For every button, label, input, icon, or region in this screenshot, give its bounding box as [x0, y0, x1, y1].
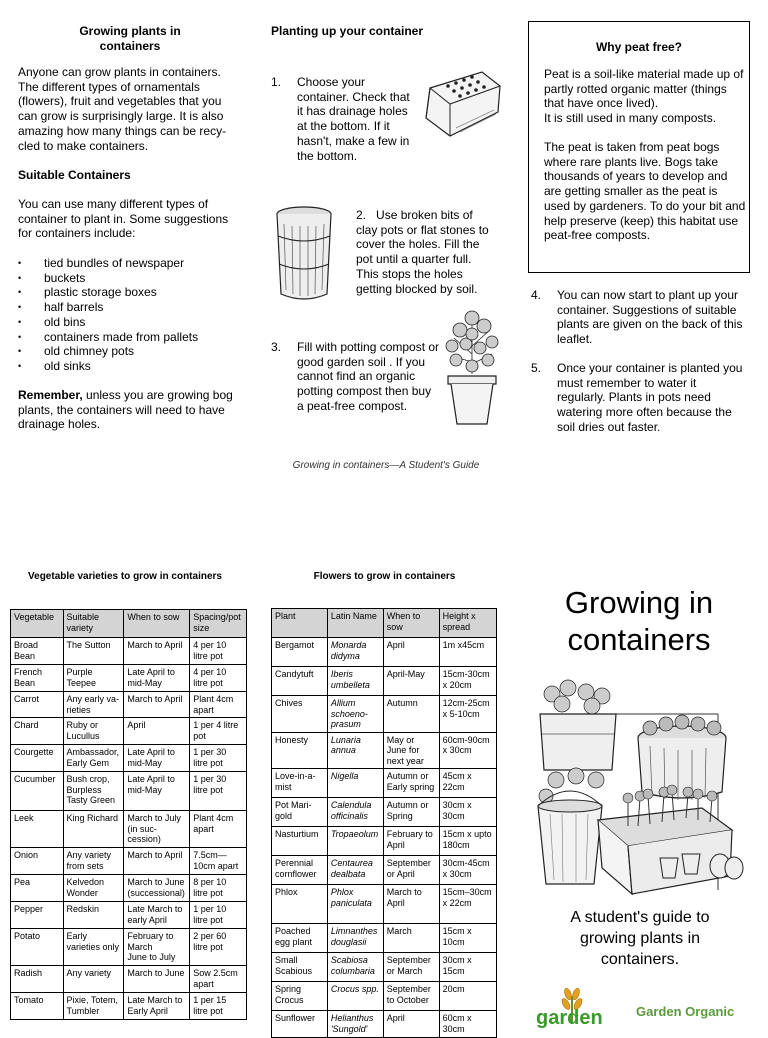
table-cell: March to April: [124, 848, 190, 875]
column-header: Vegetable: [11, 610, 64, 638]
table-row: [272, 885, 497, 924]
table-cell: April: [124, 718, 190, 745]
table-cell: Limnanthes douglasii: [327, 924, 383, 953]
table-cell: March: [383, 924, 439, 953]
table-row: [272, 856, 497, 885]
table-cell: Pea: [11, 875, 64, 902]
table-cell: Kelvedon Wonder: [63, 875, 124, 902]
table-row: [272, 827, 497, 856]
table-cell: Centaurea dealbata: [327, 856, 383, 885]
table-cell: February to March June to July: [124, 929, 190, 966]
remember-paragraph: [18, 388, 243, 432]
table-cell: 15cm-30cm x 20cm: [439, 667, 496, 696]
table-cell: Autumn or Early spring: [383, 769, 439, 798]
table-cell: Sunflower: [272, 1011, 328, 1038]
table-cell: Late April to mid-May: [124, 665, 190, 692]
step-4: [531, 288, 746, 347]
table-cell: 2 per 60 litre pot: [190, 929, 247, 966]
table-header-row: [272, 609, 497, 638]
list-item: • old chimney pots: [18, 344, 238, 359]
table-cell: 30cm-45cm x 30cm: [439, 856, 496, 885]
planting-heading: Planting up your container: [271, 24, 424, 38]
table-cell: Calendula officinalis: [327, 798, 383, 827]
list-item: • half barrels: [18, 300, 238, 315]
table-cell: French Bean: [11, 665, 64, 692]
table-cell: Ambassador, Early Gem: [63, 745, 124, 772]
table-cell: 15cm x 10cm: [439, 924, 496, 953]
table-cell: 4 per 10 litre pot: [190, 638, 247, 665]
table-cell: 1 per 4 litre pot: [190, 718, 247, 745]
table-cell: 15cm x upto 180cm: [439, 827, 496, 856]
suitable-paragraph: You can use many different types of container to plant in. Some suggestions for containers include:: [18, 197, 229, 241]
table-row: [11, 718, 247, 745]
table-cell: 20cm: [439, 982, 496, 1011]
step-number: 3.: [271, 340, 282, 354]
table-cell: March to April: [124, 638, 190, 665]
table-cell: 1 per 30 litre pot: [190, 745, 247, 772]
step-number: 5.: [531, 361, 542, 375]
table-cell: 1 per 15 litre pot: [190, 993, 247, 1020]
table-cell: 8 per 10 litre pot: [190, 875, 247, 902]
table-row: [11, 665, 247, 692]
table-row: [11, 848, 247, 875]
table-cell: Potato: [11, 929, 64, 966]
table-cell: Late March to Early April: [124, 993, 190, 1020]
table-cell: March to June: [124, 966, 190, 993]
table-cell: March to April: [383, 885, 439, 924]
container-box-illustration: [420, 66, 504, 144]
step-number: 4.: [531, 288, 542, 302]
table-row: [272, 732, 497, 769]
table-cell: Any early va-rieties: [63, 692, 124, 718]
table-cell: Any variety: [63, 966, 124, 993]
table-cell: Perennial cornflower: [272, 856, 328, 885]
table-row: [272, 769, 497, 798]
cover-title: Growing in containers: [564, 585, 714, 657]
table-cell: Monarda didyma: [327, 638, 383, 667]
table-row: [272, 798, 497, 827]
table-cell: Ruby or Lucullus: [63, 718, 124, 745]
column-header: Spacing/pot size: [190, 610, 247, 638]
table-row: [272, 953, 497, 982]
intro-paragraph: Anyone can grow plants in containers. The different types of ornamentals (flowers), fruit and vegetables that you can grow is surprisingly large. It is also amazing how many things can be recy-cled to make containers.: [18, 65, 227, 153]
table-cell: Crocus spp.: [327, 982, 383, 1011]
table-cell: Chard: [11, 718, 64, 745]
table-cell: Bergamot: [272, 638, 328, 667]
table-row: [272, 924, 497, 953]
table-row: [11, 902, 247, 929]
table-cell: 4 per 10 litre pot: [190, 665, 247, 692]
table-cell: Broad Bean: [11, 638, 64, 665]
peat-box-heading: Why peat free?: [595, 40, 682, 54]
table-cell: Purple Teepee: [63, 665, 124, 692]
garden-organic-logo-text: Garden Organic: [636, 1004, 735, 1019]
remember-label: Remember,: [18, 388, 83, 402]
table-row: [11, 745, 247, 772]
table-header-row: [11, 610, 247, 638]
table-cell: Autumn or Spring: [383, 798, 439, 827]
table-cell: Phlox paniculata: [327, 885, 383, 924]
table-row: [11, 993, 247, 1020]
column-header: Suitable variety: [63, 610, 124, 638]
column-header: Latin Name: [327, 609, 383, 638]
table-row: [11, 929, 247, 966]
table-cell: Tomato: [11, 993, 64, 1020]
veg-table-body: [11, 638, 247, 1020]
potted-plant-illustration: [442, 304, 502, 428]
peat-paragraph-2: The peat is taken from peat bogs where rare plants live. Bogs take thousands of years to develop and are getting smaller as the peat is used by gardeners. To do your bit and help preserve (keep) this habitat use peat-free composts.: [544, 140, 746, 243]
table-cell: The Sutton: [63, 638, 124, 665]
leaflet-footer: Growing in containers—A Student's Guide: [292, 460, 480, 471]
table-cell: Plant 4cm apart: [190, 692, 247, 718]
table-cell: King Richard: [63, 811, 124, 848]
table-cell: September or April: [383, 856, 439, 885]
table-cell: Courgette: [11, 745, 64, 772]
table-row: [272, 1011, 497, 1038]
table-cell: Radish: [11, 966, 64, 993]
step-text: Use broken bits of clay pots or flat stones to cover the holes. Fill the pot until a quarter full. This stops the holes getting blocked by soil.: [356, 208, 489, 296]
table-cell: 7.5cm—10cm apart: [190, 848, 247, 875]
container-list: [18, 256, 238, 374]
table-cell: Candytuft: [272, 667, 328, 696]
table-cell: Phlox: [272, 885, 328, 924]
table-cell: Helianthus 'Sungold': [327, 1011, 383, 1038]
table-cell: Chives: [272, 696, 328, 733]
table-cell: 30cm x 30cm: [439, 798, 496, 827]
table-cell: Lunaria annua: [327, 732, 383, 769]
table-cell: Plant 4cm apart: [190, 811, 247, 848]
column-header: Plant: [272, 609, 328, 638]
table-cell: Early varieties only: [63, 929, 124, 966]
step-text: Once your container is planted you must remember to water it regularly. Plants in pots need watering more often because the soil dries out faster.: [557, 361, 743, 434]
table-cell: March to June (successional): [124, 875, 190, 902]
table-cell: Pixie, Totem, Tumbler: [63, 993, 124, 1020]
flower-table-title: Flowers to grow in containers: [313, 571, 456, 582]
table-cell: Autumn: [383, 696, 439, 733]
step-number: 2.: [356, 208, 367, 222]
table-cell: 30cm x 15cm: [439, 953, 496, 982]
table-cell: Spring Crocus: [272, 982, 328, 1011]
table-cell: Pot Mari-gold: [272, 798, 328, 827]
list-item: • plastic storage boxes: [18, 285, 238, 300]
table-cell: April-May: [383, 667, 439, 696]
step-2: [356, 208, 496, 296]
table-cell: Any variety from sets: [63, 848, 124, 875]
table-cell: Poached egg plant: [272, 924, 328, 953]
table-cell: Carrot: [11, 692, 64, 718]
table-cell: Leek: [11, 811, 64, 848]
table-row: [11, 692, 247, 718]
remember-text: unless you are growing bog plants, the containers will need to have drainage holes.: [18, 388, 233, 432]
table-row: [272, 696, 497, 733]
table-cell: Allium schoeno-prasum: [327, 696, 383, 733]
list-item: • buckets: [18, 271, 238, 286]
table-cell: April: [383, 1011, 439, 1038]
veg-table-title: Vegetable varieties to grow in containers: [28, 571, 222, 582]
table-row: [272, 982, 497, 1011]
veg-table: [10, 609, 247, 1020]
table-cell: May or June for next year: [383, 732, 439, 769]
table-cell: Small Scabious: [272, 953, 328, 982]
list-item: • containers made from pallets: [18, 330, 238, 345]
table-cell: 12cm-25cm x 5-10cm: [439, 696, 496, 733]
table-cell: Pepper: [11, 902, 64, 929]
table-cell: February to April: [383, 827, 439, 856]
table-cell: Late April to mid-May: [124, 745, 190, 772]
list-item: • old bins: [18, 315, 238, 330]
step-text: Fill with potting compost or good garden soil . If you cannot find an organic potting compost then buy a peat-free compost.: [297, 340, 440, 413]
table-cell: Sow 2.5cm apart: [190, 966, 247, 993]
step-number: 1.: [271, 75, 282, 89]
step-text: You can now start to plant up your container. Suggestions of suitable plants are given on the back of this leaflet.: [557, 288, 743, 347]
table-cell: Late March to early April: [124, 902, 190, 929]
table-row: [11, 966, 247, 993]
table-row: [11, 875, 247, 902]
table-row: [11, 772, 247, 811]
suitable-heading: Suitable Containers: [18, 168, 131, 182]
table-row: [272, 638, 497, 667]
flower-table: [271, 608, 497, 1038]
table-cell: Nigella: [327, 769, 383, 798]
table-cell: April: [383, 638, 439, 667]
table-cell: Love-in-a-mist: [272, 769, 328, 798]
table-cell: 1m x45cm: [439, 638, 496, 667]
step-1: [271, 75, 416, 163]
peat-free-box: [528, 21, 750, 273]
table-cell: March to April: [124, 692, 190, 718]
table-cell: 15cm–30cm x 22cm: [439, 885, 496, 924]
table-cell: 1 per 30 litre pot: [190, 772, 247, 811]
garden-organic-logo-icon: [532, 986, 614, 1029]
table-cell: 60cm x 30cm: [439, 1011, 496, 1038]
table-row: [11, 638, 247, 665]
list-item: • old sinks: [18, 359, 238, 374]
step-3: [271, 340, 441, 414]
table-cell: Scabiosa columbaria: [327, 953, 383, 982]
step-text: Choose your container. Check that it has drainage holes at the bottom. If it hasn't, make a few in the bottom.: [297, 75, 410, 163]
table-cell: Tropaeolum: [327, 827, 383, 856]
table-cell: March to July (in suc-cession): [124, 811, 190, 848]
column-header: When to sow: [124, 610, 190, 638]
step-5: [531, 361, 746, 435]
column-header: Height x spread: [439, 609, 496, 638]
table-cell: 45cm x 22cm: [439, 769, 496, 798]
list-item: • tied bundles of newspaper: [18, 256, 238, 271]
table-cell: Nasturtium: [272, 827, 328, 856]
table-cell: Honesty: [272, 732, 328, 769]
table-cell: Late April to mid-May: [124, 772, 190, 811]
column-header: When to sow: [383, 609, 439, 638]
containers-illustration: [532, 680, 746, 896]
logo-wordmark: garden: [536, 1007, 603, 1029]
bin-illustration: [272, 204, 336, 304]
table-cell: Onion: [11, 848, 64, 875]
growing-heading: Growing plants in containers: [79, 24, 181, 53]
table-cell: 60cm-90cm x 30cm: [439, 732, 496, 769]
table-row: [11, 811, 247, 848]
table-cell: Iberis umbelleta: [327, 667, 383, 696]
table-cell: September to October: [383, 982, 439, 1011]
cover-subtitle: A student's guide to growing plants in containers.: [570, 909, 710, 968]
table-cell: Cucumber: [11, 772, 64, 811]
table-row: [272, 667, 497, 696]
table-cell: Bush crop, Burpless Tasty Green: [63, 772, 124, 811]
peat-paragraph-1: Peat is a soil-like material made up of partly rotted organic matter (things that have once lived). It is still used in many composts.: [544, 67, 744, 126]
table-cell: 1 per 10 litre pot: [190, 902, 247, 929]
table-cell: Redskin: [63, 902, 124, 929]
table-cell: September or March: [383, 953, 439, 982]
flower-table-body: [272, 638, 497, 1038]
